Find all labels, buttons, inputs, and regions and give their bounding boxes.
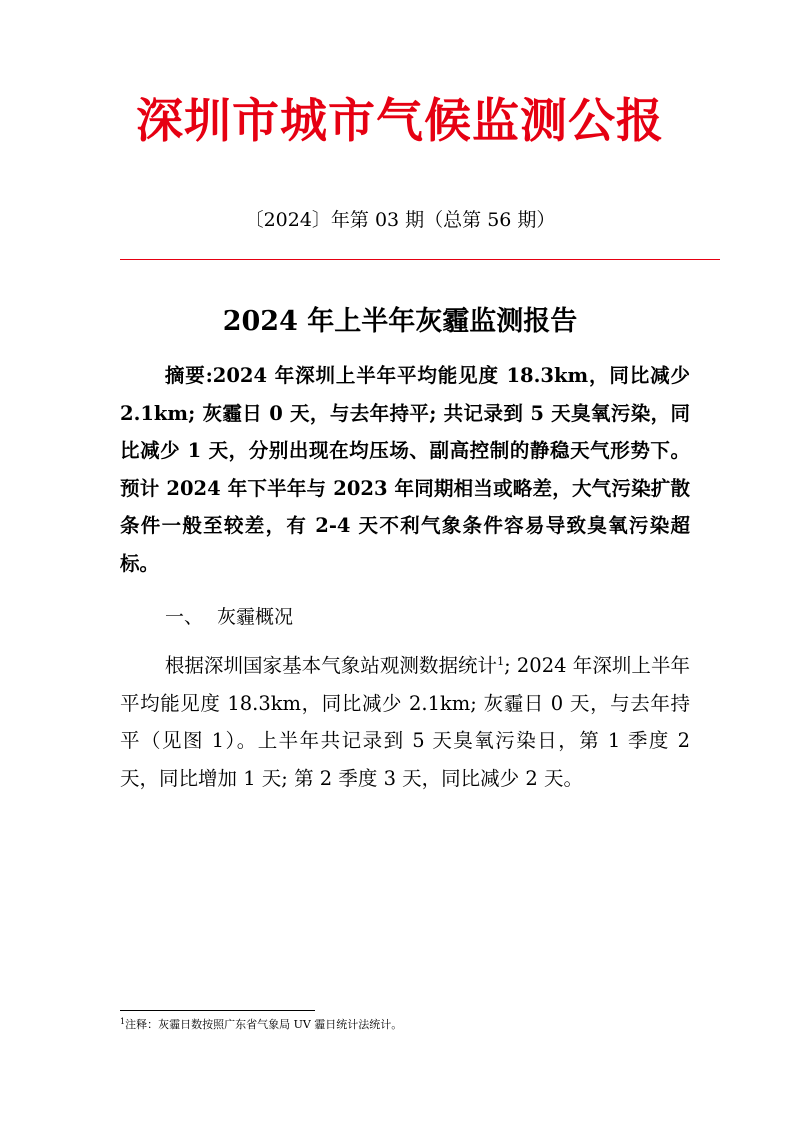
section-heading xyxy=(165,602,293,632)
footnote-reference[interactable]: 1 xyxy=(497,655,505,668)
footnote-text: 注释：灰霾日数按照广东省气象局 UV 霾日统计法统计。 xyxy=(125,1018,403,1031)
body-text-rest: ; 2024 年深圳上半年平均能见度 18.3km，同比减少 2.1km; 灰霾日 0 天，与去年持平（见图 1）。上半年共记录到 5 天臭氧污染日，第 1 季度 2 天，同比增加 1 天; 第 2 季度 3 天，同比减少 2 天。 xyxy=(120,654,690,790)
masthead-title: 深圳市城市气候监测公报 xyxy=(136,94,664,149)
section-title: 灰霾概况 xyxy=(217,606,294,628)
red-divider xyxy=(120,259,720,260)
body-paragraph xyxy=(120,647,690,797)
footnote-mark: 1 xyxy=(120,1017,126,1026)
report-title: 2024 年上半年灰霾监测报告 xyxy=(222,306,578,337)
footnote-divider xyxy=(120,1010,315,1011)
abstract-paragraph: 摘要:2024 年深圳上半年平均能见度 18.3km，同比减少 2.1km; 灰霾日 0 天，与去年持平; 共记录到 5 天臭氧污染，同比减少 1 天，分别出现在均压场、副高控制的静稳天气形势下。预计 2024 年下半年与 2023 年同期相当或略差，大气污染扩散条件一般至较差，有 2-4 天不利气象条件容易导致臭氧污染超标。 xyxy=(120,364,690,575)
footnote xyxy=(120,1017,402,1033)
body-text-start: 根据深圳国家基本气象站观测数据统计 xyxy=(164,654,498,677)
issue-number: 〔2024〕年第 03 期（总第 56 期） xyxy=(244,209,556,231)
section-number: 一、 xyxy=(165,606,204,628)
